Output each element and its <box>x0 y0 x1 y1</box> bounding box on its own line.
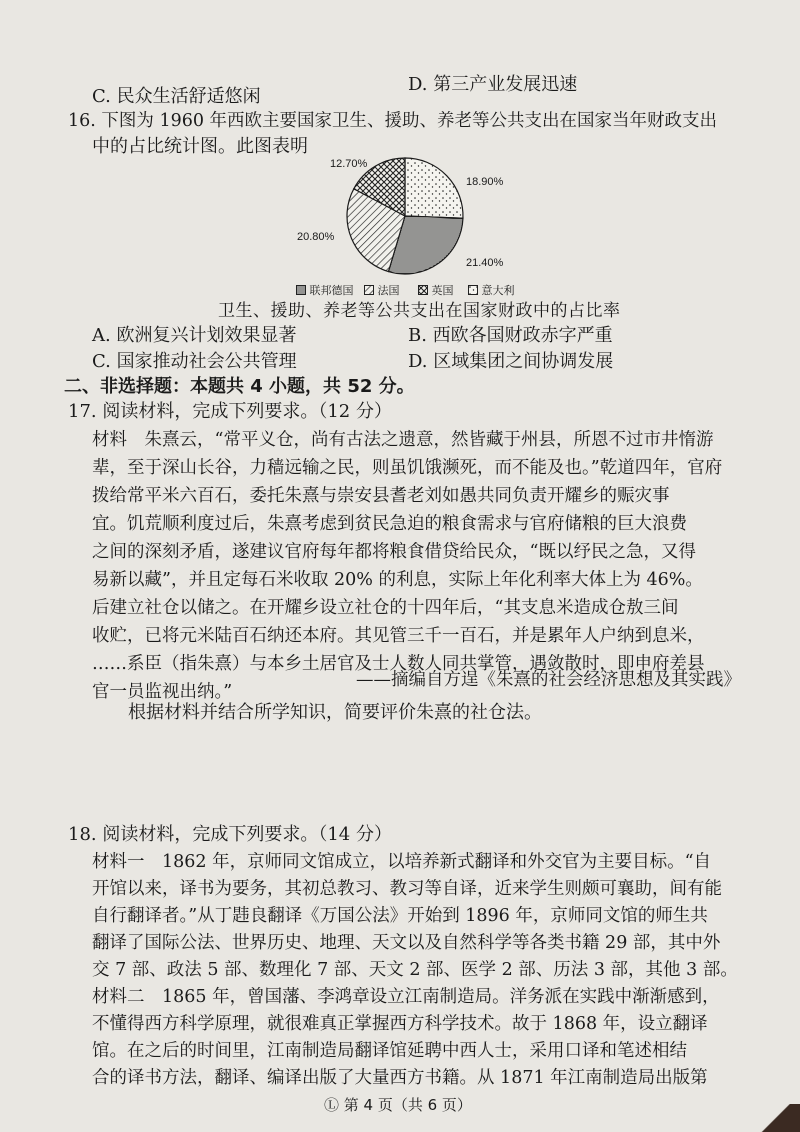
q18-line-2: 开馆以来，译书为要务，其初总教习、教习等自译，近来学生则颇可襄助，间有能 <box>92 879 722 899</box>
q16-stem-2: 中的占比统计图。此图表明 <box>92 136 308 157</box>
q17-line-7: 后建立社仓以储之。在开耀乡设立社仓的十四年后，“其支息米造成仓敖三间 <box>92 598 679 618</box>
slice-italy <box>405 158 463 218</box>
q18-line-9: 合的译书方法，翻译、编译出版了大量西方书籍。从 1871 年江南制造局出版第 <box>92 1068 708 1088</box>
legend-swatch-uk <box>418 285 428 295</box>
q15-option-d: D. 第三产业发展迅速 <box>408 74 578 95</box>
legend-label-france: 法国 <box>377 284 400 297</box>
q15-option-c: C. 民众生活舒适悠闲 <box>92 86 261 107</box>
section-2-title: 二、非选择题：本题共 4 小题，共 52 分。 <box>64 376 415 397</box>
q18-line-7: 不懂得西方科学原理，就很难真正掌握西方科学技术。故于 1868 年，设立翻译 <box>92 1014 708 1034</box>
legend-swatch-italy <box>468 285 478 295</box>
q18-line-6: 材料二 1865 年，曾国藩、李鸿章设立江南制造局。洋务派在实践中渐渐感到， <box>92 987 720 1007</box>
q17-line-6: 易新以藏”，并且定每石米收取 20% 的利息，实际上年化利率大体上为 46%。 <box>92 570 703 590</box>
q16-stem-1: 16. 下图为 1960 年西欧主要国家卫生、援助、养老等公共支出在国家当年财政支出 <box>68 111 718 131</box>
legend-label-italy: 意大利 <box>481 284 515 297</box>
q16-option-c: C. 国家推动社会公共管理 <box>92 351 297 372</box>
label-france: 20.80% <box>297 231 335 243</box>
chart-caption: 卫生、援助、养老等公共支出在国家财政中的占比率 <box>218 301 621 321</box>
q17-line-10: 官一员监视出纳。” <box>92 682 233 702</box>
q17-task: 根据材料并结合所学知识，简要评价朱熹的社仓法。 <box>128 702 542 723</box>
label-italy: 18.90% <box>466 176 504 188</box>
label-uk: 12.70% <box>330 158 368 170</box>
q17-line-1: 材料 朱熹云，“常平义仓，尚有古法之遗意，然皆藏于州县，所恩不过市井惰游 <box>92 430 714 450</box>
q18-line-5: 交 7 部、政法 5 部、数理化 7 部、天文 2 部、医学 2 部、历法 3 部，其他 3 部。 <box>92 960 738 980</box>
q17-line-4: 宜。饥荒顺利度过后，朱熹考虑到贫民急迫的粮食需求与官府储粮的巨大浪费 <box>92 514 687 534</box>
q18-stem: 18. 阅读材料，完成下列要求。（14 分） <box>68 824 392 845</box>
q17-line-2: 辈，至于深山长谷，力穑远输之民，则虽饥饿濒死，而不能及也。”乾道四年，官府 <box>92 458 723 478</box>
q18-line-1: 材料一 1862 年，京师同文馆成立，以培养新式翻译和外交官为主要目标。“自 <box>92 852 712 872</box>
q17-source: ——摘编自方逞《朱熹的社会经济思想及其实践》 <box>356 670 741 690</box>
q17-stem: 17. 阅读材料，完成下列要求。（12 分） <box>68 401 392 422</box>
q16-option-b: B. 西欧各国财政赤字严重 <box>408 325 613 346</box>
q18-line-8: 馆。在之后的时间里，江南制造局翻译馆延聘中西人士，采用口译和笔述相结 <box>92 1041 687 1061</box>
q17-line-3: 拨给常平米六百石，委托朱熹与崇安县耆老刘如愚共同负责开耀乡的赈灾事 <box>92 486 670 506</box>
q18-line-3: 自行翻译者。”从丁韪良翻译《万国公法》开始到 1896 年，京师同文馆的师生共 <box>92 906 708 926</box>
q17-line-9: ……系臣（指朱熹）与本乡土居官及士人数人同共掌管，遇敛散时，即申府差县 <box>92 654 705 674</box>
legend-swatch-germany <box>296 285 306 295</box>
legend-label-uk: 英国 <box>431 284 454 297</box>
label-germany: 21.40% <box>466 257 504 269</box>
page-corner-shadow <box>750 1104 800 1132</box>
q16-option-a: A. 欧洲复兴计划效果显著 <box>92 325 297 346</box>
q17-line-5: 之间的深刻矛盾，遂建议官府每年都将粮食借贷给民众，“既以纾民之急，又得 <box>92 542 696 562</box>
q18-line-4: 翻译了国际公法、世界历史、地理、天文以及自然科学等各类书籍 29 部，其中外 <box>92 933 721 953</box>
legend-label-germany: 联邦德国 <box>309 284 354 297</box>
legend-swatch-france <box>364 285 374 295</box>
q17-line-8: 收贮，已将元米陆百石纳还本府。其见管三千一百石，并是累年人户纳到息米， <box>92 626 705 646</box>
page-footer: Ⓛ 第 4 页（共 6 页） <box>324 1096 472 1114</box>
q16-option-d: D. 区域集团之间协调发展 <box>408 351 614 372</box>
